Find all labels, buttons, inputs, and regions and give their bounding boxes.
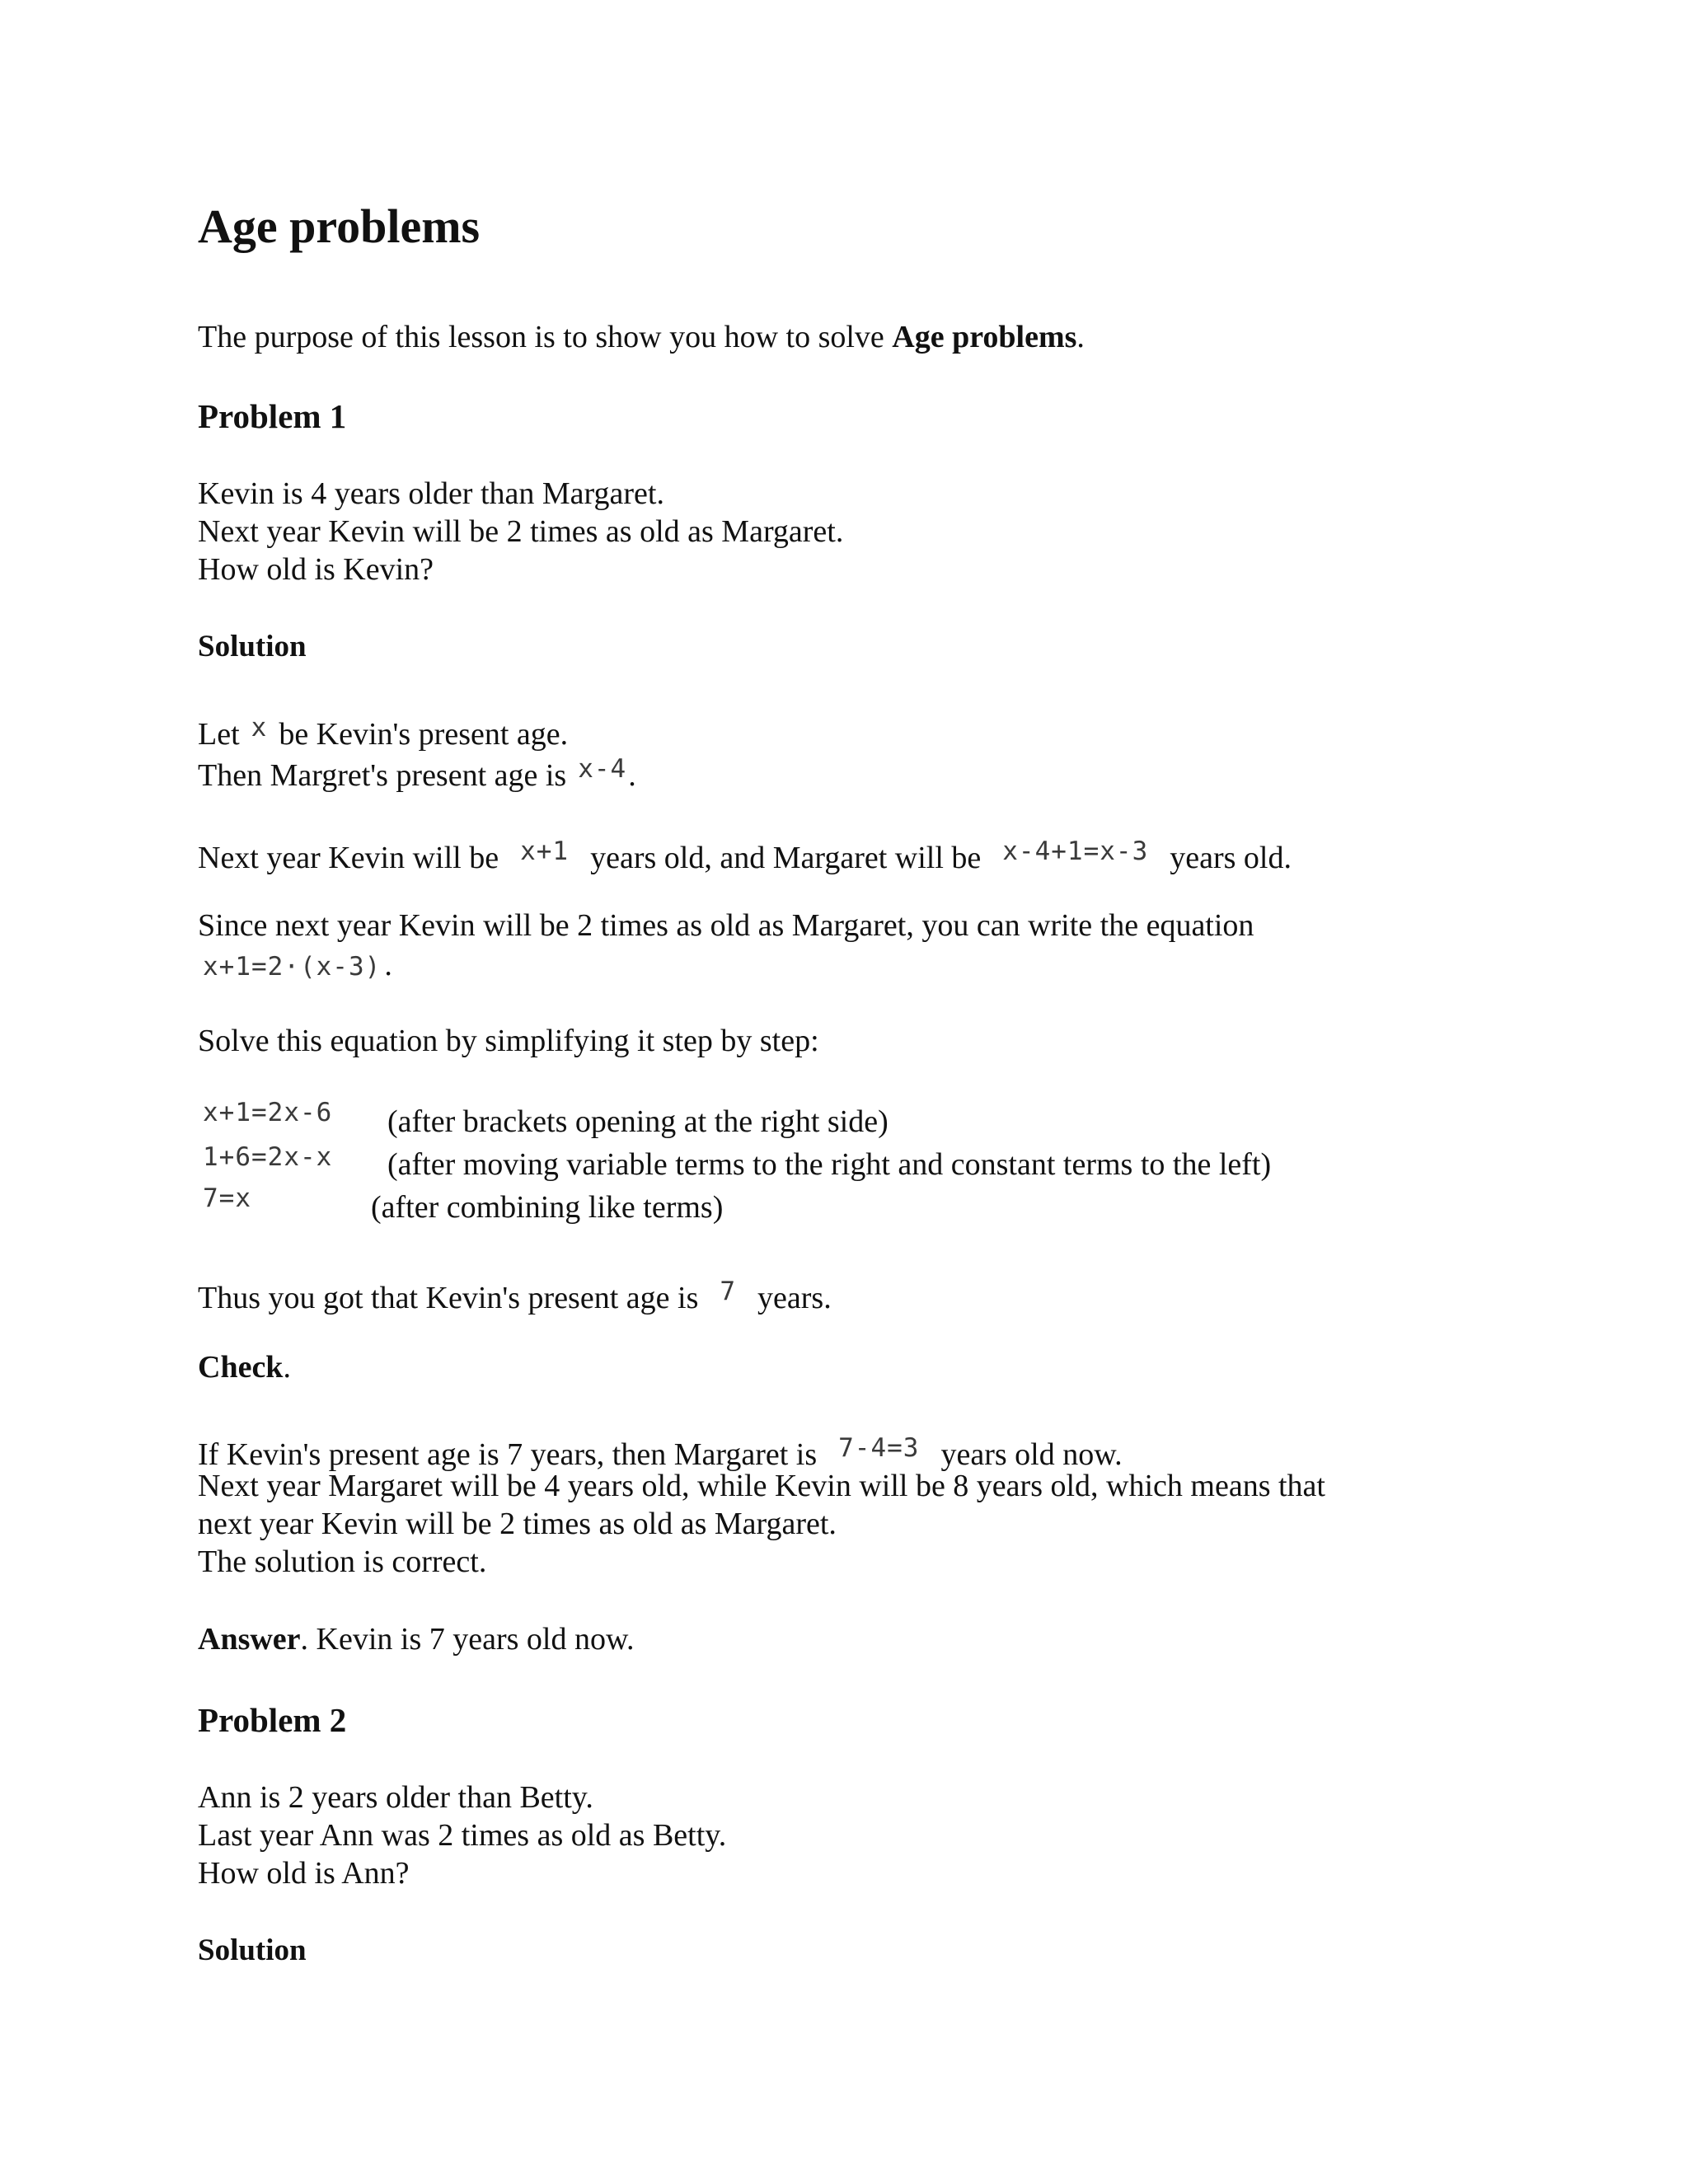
solve-intro: Solve this equation by simplifying it step by step: — [198, 1024, 819, 1058]
check-line: Next year Margaret will be 4 years old, while Kevin will be 8 years old, which means that — [198, 1469, 1325, 1503]
problem-1-statement-line: How old is Kevin? — [198, 552, 434, 587]
problem-1-statement-line: Kevin is 4 years older than Margaret. — [198, 476, 664, 511]
math-expression: x+1=2·(x-3) — [203, 952, 382, 982]
check-label: Check — [198, 1350, 284, 1385]
step-math: 7=x — [203, 1183, 251, 1213]
step-note: (after combining like terms) — [371, 1190, 724, 1225]
check-line: next year Kevin will be 2 times as old as Margaret. — [198, 1507, 837, 1541]
intro-text: The purpose of this lesson is to show you how to solve — [198, 320, 893, 354]
problem-2-heading: Problem 2 — [198, 1701, 347, 1739]
step-note: (after moving variable terms to the right and constant terms to the left) — [387, 1147, 1272, 1182]
intro-paragraph — [198, 318, 1085, 356]
math-expression: x-4 — [578, 754, 627, 784]
next-year-line: Next year Kevin will be x+1 years old, and Margaret will be x-4+1=x-3 years old. — [198, 832, 1292, 877]
thus-line: Thus you got that Kevin's present age is 7 years. — [198, 1272, 832, 1317]
step-note: (after brackets opening at the right side) — [387, 1104, 889, 1139]
step-math: 1+6=2x-x — [203, 1142, 333, 1172]
problem-1-heading: Problem 1 — [198, 397, 347, 435]
page-title: Age problems — [198, 199, 481, 253]
math-expression: x — [251, 713, 268, 743]
step-math: x+1=2x-6 — [203, 1098, 333, 1127]
let-line: Let x be Kevin's present age. — [198, 709, 568, 753]
check-line: The solution is correct. — [198, 1544, 487, 1579]
problem-1-statement-line: Next year Kevin will be 2 times as old as Margaret. — [198, 514, 844, 549]
intro-bold: Age problems — [892, 320, 1077, 354]
check-line: If Kevin's present age is 7 years, then Margaret is 7-4=3 years old now. — [198, 1429, 1123, 1474]
math-expression: 7 — [720, 1277, 737, 1306]
solution-label: Solution — [198, 630, 307, 663]
math-expression: x-4+1=x-3 — [1002, 837, 1149, 866]
check-heading: Check. — [198, 1350, 291, 1385]
intro-end: . — [1076, 320, 1085, 354]
answer-label: Answer — [198, 1622, 301, 1657]
problem-2-statement-line: Last year Ann was 2 times as old as Betty. — [198, 1818, 727, 1853]
solution-label: Solution — [198, 1933, 307, 1967]
math-expression: 7-4=3 — [838, 1433, 920, 1463]
since-line: Since next year Kevin will be 2 times as old as Margaret, you can write the equation — [198, 908, 1254, 943]
answer-line: Answer. Kevin is 7 years old now. — [198, 1622, 635, 1657]
problem-2-statement-line: Ann is 2 years older than Betty. — [198, 1780, 593, 1815]
math-expression: x+1 — [520, 837, 570, 866]
equation-line: x+1=2·(x-3) . — [203, 948, 392, 982]
then-line: Then Margret's present age is x-4. — [198, 750, 636, 794]
problem-2-statement-line: How old is Ann? — [198, 1856, 410, 1891]
